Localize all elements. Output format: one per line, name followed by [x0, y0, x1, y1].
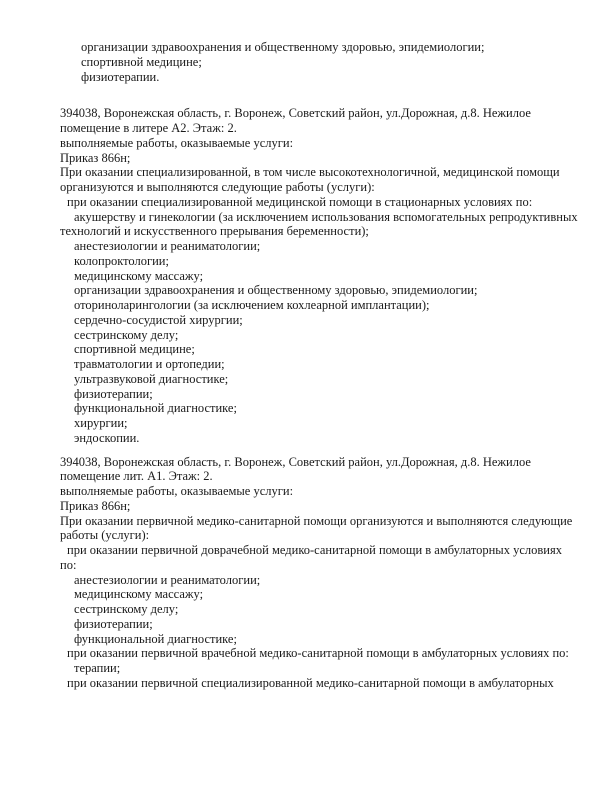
text-line: физиотерапии;: [74, 616, 153, 631]
text-line: физиотерапии;: [74, 386, 153, 401]
text-line: выполняемые работы, оказываемые услуги:: [60, 135, 294, 150]
text-line: сестринскому делу;: [74, 602, 179, 616]
text-line: эндоскопии.: [74, 430, 140, 445]
text-line: помещение лит. А1. Этаж: 2.: [60, 469, 213, 484]
text-line: оториноларингологии (за исключением кохлеарной имплантации);: [74, 298, 430, 312]
text-line: 394038, Воронежская область, г. Воронеж, Советский район, ул.Дорожная, д.8. Нежилое: [60, 454, 531, 469]
text-line: Приказ 866н;: [60, 498, 131, 513]
text-line: анестезиологии и реаниматологии;: [74, 572, 261, 587]
text-line: при оказании первичной врачебной медико-санитарной помощи в амбулаторных условиях по:: [67, 646, 569, 661]
text-line: функциональной диагностике;: [74, 401, 237, 416]
text-line: ультразвуковой диагностике;: [74, 371, 229, 386]
text-line: медицинскому массажу;: [74, 587, 204, 602]
text-line: сестринскому делу;: [74, 327, 179, 342]
text-line: организации здравоохранения и общественному здоровью, эпидемиологии;: [81, 40, 485, 54]
text-line: хирургии;: [74, 416, 128, 430]
text-line: сердечно-сосудистой хирургии;: [74, 312, 243, 327]
text-line: при оказании специализированной медицинской помощи в стационарных условиях по:: [67, 194, 533, 209]
text-line: организуются и выполняются следующие работы (услуги):: [60, 180, 375, 194]
document-content: [60, 40, 578, 691]
text-line: по:: [60, 557, 77, 572]
text-line: Приказ 866н;: [60, 150, 131, 165]
text-line: При оказании первичной медико-санитарной помощи организуются и выполняются следующие: [60, 513, 573, 528]
text-line: при оказании первичной специализированной медико-санитарной помощи в амбулаторных: [67, 675, 554, 690]
text-line: акушерству и гинекологии (за исключением использования вспомогательных репродуктивных: [74, 209, 578, 224]
document-block: [60, 40, 573, 84]
text-line: физиотерапии.: [81, 69, 160, 84]
text-line: организации здравоохранения и общественному здоровью, эпидемиологии;: [74, 283, 478, 298]
text-line: терапии;: [74, 661, 121, 675]
text-line: функциональной диагностике;: [74, 631, 237, 646]
text-line: травматологии и ортопедии;: [74, 357, 225, 371]
text-line: спортивной медицине;: [74, 342, 195, 357]
document-block: [60, 106, 578, 445]
text-line: медицинскому массажу;: [74, 268, 204, 283]
text-line: колопроктологии;: [74, 253, 169, 268]
document-block: [60, 455, 573, 691]
text-line: помещение в литере А2. Этаж: 2.: [60, 121, 237, 135]
text-line: при оказании первичной доврачебной медико-санитарной помощи в амбулаторных условиях: [67, 543, 562, 557]
text-line: работы (услуги):: [60, 528, 150, 543]
text-line: спортивной медицине;: [81, 54, 202, 69]
text-line: анестезиологии и реаниматологии;: [74, 239, 261, 253]
text-line: 394038, Воронежская область, г. Воронеж, Советский район, ул.Дорожная, д.8. Нежилое: [60, 106, 531, 121]
text-line: технологий и искусственного прерывания беременности);: [60, 224, 369, 239]
text-line: выполняемые работы, оказываемые услуги:: [60, 484, 294, 498]
text-line: При оказании специализированной, в том числе высокотехнологичной, медицинской помощи: [60, 165, 560, 180]
